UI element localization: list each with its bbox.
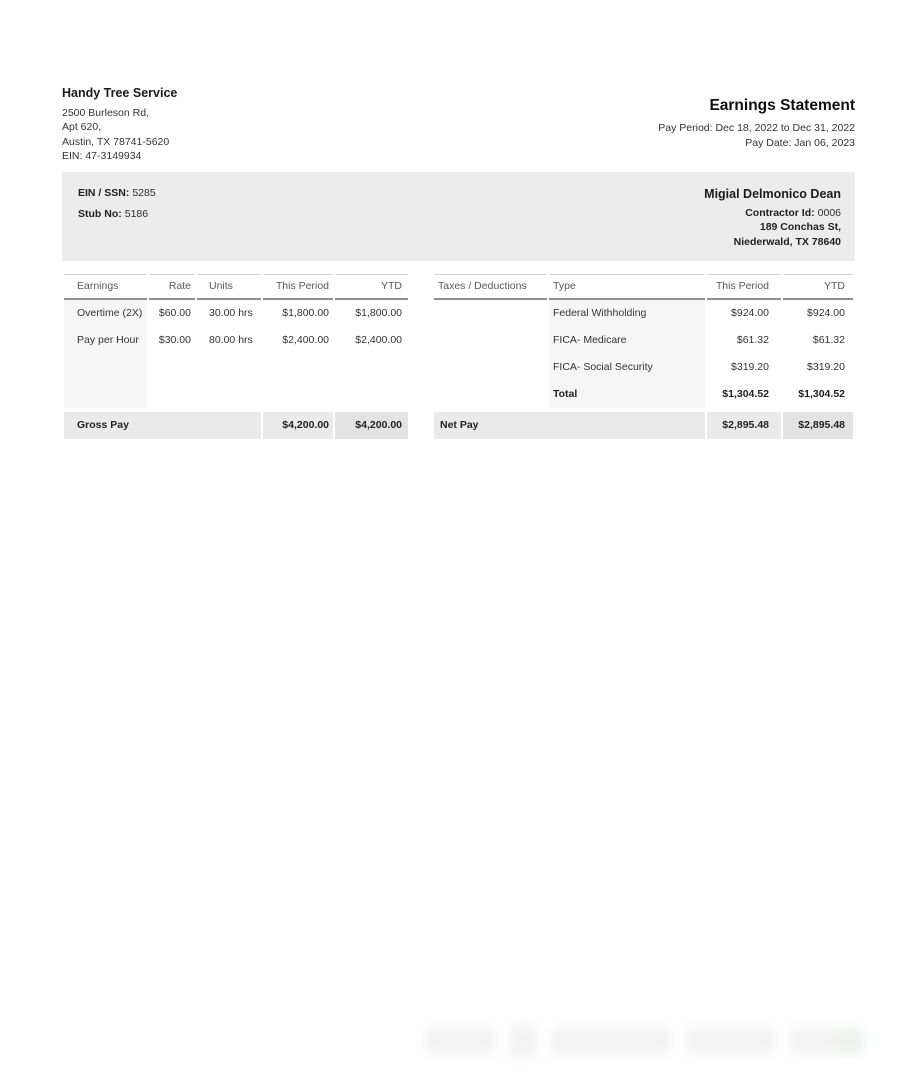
employee-name: Migial Delmonico Dean bbox=[704, 186, 841, 201]
statement-title: Earnings Statement bbox=[709, 97, 855, 114]
header-cell-type: Type bbox=[549, 274, 705, 300]
statement-title-block bbox=[658, 86, 855, 164]
table-filler-row bbox=[64, 354, 408, 381]
earnings-row bbox=[64, 300, 408, 327]
header-cell-ytd: YTD bbox=[783, 274, 853, 300]
contractor-id-row bbox=[704, 206, 841, 221]
tables-section bbox=[62, 274, 855, 439]
cell-earning-name: Pay per Hour bbox=[64, 327, 147, 354]
net-pay-label: Net Pay bbox=[434, 412, 705, 439]
stub-no-value: 5186 bbox=[124, 207, 149, 220]
company-address-line: Austin, TX 78741-5620 bbox=[62, 135, 170, 148]
cell-deduction-type: Federal Withholding bbox=[549, 300, 705, 327]
company-ein-line: EIN: 47-3149934 bbox=[62, 150, 142, 163]
cell-rate: $30.00 bbox=[158, 334, 191, 347]
header-cell-units: Units bbox=[197, 274, 261, 300]
contractor-id-value: 0006 bbox=[817, 206, 841, 219]
deductions-table bbox=[432, 274, 855, 408]
stub-no-row bbox=[78, 208, 156, 220]
cell-deduction-type: Total bbox=[549, 381, 705, 408]
earnings-header-row bbox=[64, 274, 408, 300]
gross-pay-this-period: $4,200.00 bbox=[263, 412, 333, 439]
deduction-row bbox=[434, 327, 853, 354]
header-cell-this-period: This Period bbox=[707, 274, 781, 300]
company-address-line: Apt 620, bbox=[62, 121, 102, 134]
cell-ytd: $61.32 bbox=[812, 334, 845, 347]
earnings-row bbox=[64, 327, 408, 354]
cell-deduction-type: FICA- Social Security bbox=[549, 354, 705, 381]
cell-units: 30.00 hrs bbox=[209, 307, 253, 320]
gross-pay-row bbox=[62, 412, 410, 439]
contractor-id-label: Contractor Id: bbox=[745, 206, 815, 219]
cell-this-period: $319.20 bbox=[731, 361, 769, 374]
stub-info-block bbox=[78, 187, 156, 261]
cell-ytd: $1,304.52 bbox=[798, 388, 845, 401]
cell-ytd: $1,800.00 bbox=[355, 307, 402, 320]
pay-date: Pay Date: Jan 06, 2023 bbox=[745, 137, 855, 149]
cell-ytd: $2,400.00 bbox=[355, 334, 402, 347]
gross-pay-ytd: $4,200.00 bbox=[335, 412, 408, 439]
cell-ytd: $319.20 bbox=[807, 361, 845, 374]
statement-header bbox=[62, 0, 855, 164]
ein-ssn-value: 5285 bbox=[132, 186, 156, 199]
stub-no-label: Stub No: bbox=[78, 207, 122, 220]
cell-rate: $60.00 bbox=[158, 307, 191, 320]
cell-this-period: $924.00 bbox=[731, 307, 769, 320]
header-cell-taxes-deductions: Taxes / Deductions bbox=[434, 274, 547, 300]
header-cell-this-period: This Period bbox=[263, 274, 333, 300]
earnings-table bbox=[62, 274, 410, 408]
cell-earning-name: Overtime (2X) bbox=[64, 300, 147, 327]
cell-this-period: $1,304.52 bbox=[722, 388, 769, 401]
cell-this-period: $2,400.00 bbox=[282, 334, 329, 347]
header-cell-rate: Rate bbox=[149, 274, 195, 300]
cell-this-period: $1,800.00 bbox=[282, 307, 329, 320]
net-pay-ytd: $2,895.48 bbox=[783, 412, 853, 439]
cell-ytd: $924.00 bbox=[807, 307, 845, 320]
earnings-column bbox=[62, 274, 410, 439]
company-block bbox=[62, 86, 177, 164]
employee-address-line: Niederwald, TX 78640 bbox=[733, 235, 841, 248]
net-pay-row bbox=[432, 412, 855, 439]
employee-block bbox=[704, 187, 841, 261]
company-address-line: 2500 Burleson Rd, bbox=[62, 107, 149, 119]
ein-ssn-label: EIN / SSN: bbox=[78, 186, 130, 199]
faint-watermark bbox=[425, 1016, 880, 1066]
deductions-column bbox=[432, 274, 855, 439]
employee-info-band bbox=[62, 172, 855, 261]
deductions-header-row bbox=[434, 274, 853, 300]
header-cell-ytd: YTD bbox=[335, 274, 408, 300]
table-filler-row bbox=[64, 381, 408, 408]
cell-units: 80.00 hrs bbox=[209, 334, 253, 347]
pay-period: Pay Period: Dec 18, 2022 to Dec 31, 2022 bbox=[658, 122, 855, 134]
company-name: Handy Tree Service bbox=[62, 86, 178, 100]
net-pay-this-period: $2,895.48 bbox=[707, 412, 781, 439]
ein-ssn-row bbox=[78, 187, 156, 199]
deductions-total-row bbox=[434, 381, 853, 408]
employee-address-line: 189 Conchas St, bbox=[759, 221, 841, 234]
cell-this-period: $61.32 bbox=[736, 334, 769, 347]
gross-pay-label: Gross Pay bbox=[64, 412, 261, 439]
cell-deduction-type: FICA- Medicare bbox=[549, 327, 705, 354]
deduction-row bbox=[434, 354, 853, 381]
deduction-row bbox=[434, 300, 853, 327]
header-cell-earnings: Earnings bbox=[64, 274, 147, 300]
